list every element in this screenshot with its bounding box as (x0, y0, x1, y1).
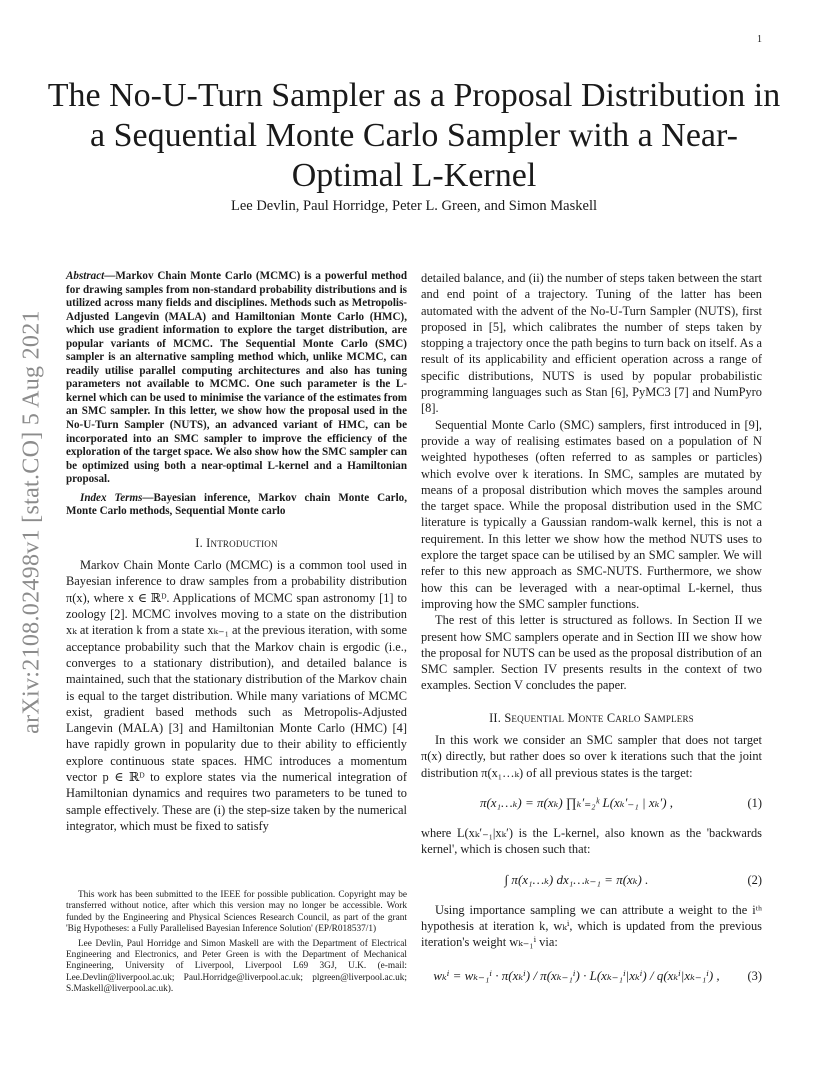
abstract (66, 270, 407, 487)
arxiv-stamp (14, 262, 50, 782)
footnote: This work has been submitted to the IEEE for possible publication. Copyright may be transferred without notice, after which this version may no longer be accessible. Work funded by the Engineering and Physical Sciences Research Council, as part of the grant 'Big Hypotheses: a Fully Parallelised Bayesian Inference Solution' (EP/R018537/1) (66, 890, 407, 935)
page-number: 1 (757, 34, 762, 45)
equation-3 (421, 953, 762, 999)
author-list: Lee Devlin, Paul Horridge, Peter L. Green, and Simon Maskell (230, 198, 598, 214)
index-terms-label: Index Terms (80, 491, 143, 504)
footnotes (66, 890, 407, 999)
abstract-text: —Markov Chain Monte Carlo (MCMC) is a powerful method for drawing samples from non-standard probability distributions and is utilized across many fields and disciplines. Methods such as Metropolis-Adjusted Langevin (MALA) and Hamiltonian Monte Carlo (HMC), which use gradient information to explore the target distribution, are popular variants of MCMC. The Sequential Monte Carlo (SMC) sampler is an alternative sampling method which, unlike MCMC, can readily utilise parallel computing architectures and also has tuning parameters not available to MCMC. One such parameter is the L-kernel which can be used to minimise the variance of the estimates from an SMC sampler. In this letter, we show how the proposal used in the No-U-Turn Sampler (NUTS), an advanced variant of HMC, can be incorporated into an SMC sampler to improve the efficiency of the exploration of the target space. We also show how the SMC sampler can be optimized using both a near-optimal L-kernel and a Hamiltonian proposal. (66, 270, 407, 486)
index-terms (66, 492, 407, 519)
left-column (66, 270, 407, 834)
body-paragraph: The rest of this letter is structured as follows. In Section II we present how SMC samplers operate and in Section III we show how the proposal for NUTS can be used as the proposal distribution of an SMC sampler. Section IV presents results in the context of two examples. Section V concludes the paper. (421, 613, 762, 693)
equation-2 (421, 861, 762, 899)
equation-body: π(x₁…ₖ) = π(xₖ) ∏ₖ′₌₂ᵏ L(xₖ′₋₁ | xₖ′) , (479, 794, 674, 810)
abstract-label: Abstract (66, 270, 105, 282)
equation-number: (2) (747, 872, 762, 887)
body-paragraph: detailed balance, and (ii) the number of steps taken between the start and end point of a trajectory. Tuning of the latter has been automated with the advent of the No-U-Turn Sampler (NUTS), first proposed in [5], which calibrates the number of steps taken by stopping a trajectory once the path begins to turn back on itself. As a result of its applicability and efficient operation across a range of specific distributions, NUTS is used by popular probabilistic programming languages such as Stan [6], PyMC3 [7] and NumPyro [8]. (421, 271, 762, 416)
body-paragraph: In this work we consider an SMC sampler that does not target π(x) directly, but rather does so over k iterations such that the joint distribution π(x₁…ₖ) of all previous states is the target: (421, 733, 762, 780)
section-heading-introduction: I. Introduction (195, 535, 278, 550)
body-paragraph: where L(xₖ′₋₁|xₖ′) is the L-kernel, also known as the 'backwards kernel', which is chosen such that: (421, 825, 762, 857)
equation-body: wₖⁱ = wₖ₋₁ⁱ · π(xₖⁱ) / π(xₖ₋₁ⁱ) · L(xₖ₋₁ⁱ|xₖⁱ) / q(xₖⁱ|xₖ₋₁ⁱ) , (433, 968, 720, 984)
footnote: Lee Devlin, Paul Horridge and Simon Maskell are with the Department of Electrical Engineering and Electronics, and Peter Green is with the Department of Mechanical Engineering, University of Liverpool, Liverpool L69 3GJ, U.K. (e-mail: Lee.Devlin@liverpool.ac.uk; Paul.Horridge@liverpool.ac.uk; plgreen@liverpool.ac.uk; S.Maskell@liverpool.ac.uk). (66, 938, 407, 995)
body-paragraph: Sequential Monte Carlo (SMC) samplers, first introduced in [9], provide a way of realising estimates based on a population of N weighted hypotheses (often referred to as samples or particles) which evolve over k iterations. In SMC, samples are mutated by means of a proposal distribution which moves the samples around the target space. While the proposal distribution used in the SMC literature is typically a Gaussian random-walk kernel, this is not a requirement. In this letter we show how the method NUTS uses to explore the target space can be utilised by an SMC sampler. We will refer to this new approach as SMC-NUTS. Furthermore, we show how this can be leveraged with a near-optimal L-kernel, thus improving how the SMC sampler functions. (421, 417, 762, 611)
equation-number: (1) (747, 795, 762, 810)
equation-body: ∫ π(x₁…ₖ) dx₁…ₖ₋₁ = π(xₖ) . (504, 871, 649, 887)
intro-paragraph: Markov Chain Monte Carlo (MCMC) is a common tool used in Bayesian inference to draw samples from a probability distribution π(x), where x ∈ ℝᴰ. Applications of MCMC span astronomy [1] to zoology [2]. MCMC involves moving to a state on the distribution xₖ at iteration k from a state xₖ₋₁ at the previous iteration, with some acceptance probability such that the Markov chain is ergodic (i.e., converges to a stationary distribution), and detailed balance is maintained, such that the stationary distribution of the Markov chain is equal to the target distribution. While many variations of MCMC exist, gradient based methods such as Metropolis-Adjusted Langevin (MALA) [3] and Hamiltonian Monte Carlo (HMC) [4] have rapidly grown in popularity due to their ability to efficiently explore continuous state spaces. HMC introduces a momentum vector p ∈ ℝᴰ to explore states via the numerical integration of Hamiltonian dynamics and requires two parameters to be tuned to sample effectively. These are (i) the step-size taken by the numerical integrator, which must be fixed to satisfy (66, 558, 407, 833)
equation-number: (3) (747, 969, 762, 984)
right-column (421, 270, 762, 1002)
index-terms-text: —Bayesian inference, Markov chain Monte Carlo, Monte Carlo methods, Sequential Monte carlo (66, 491, 407, 518)
arxiv-stamp-text: arXiv:2108.02498v1 [stat.CO] 5 Aug 2021 (18, 310, 45, 734)
section-heading-smc-samplers: II. Sequential Monte Carlo Samplers (489, 710, 694, 725)
equation-1 (421, 784, 762, 822)
body-paragraph: Using importance sampling we can attribute a weight to the iᵗʰ hypothesis at iteration k, wₖⁱ, which is updated from the previous iteration's weight wₖ₋₁ⁱ via: (421, 902, 762, 950)
paper-title: The No-U-Turn Sampler as a Proposal Distribution in a Sequential Monte Carlo Sampler with a Near-Optimal L-Kernel (47, 77, 781, 194)
